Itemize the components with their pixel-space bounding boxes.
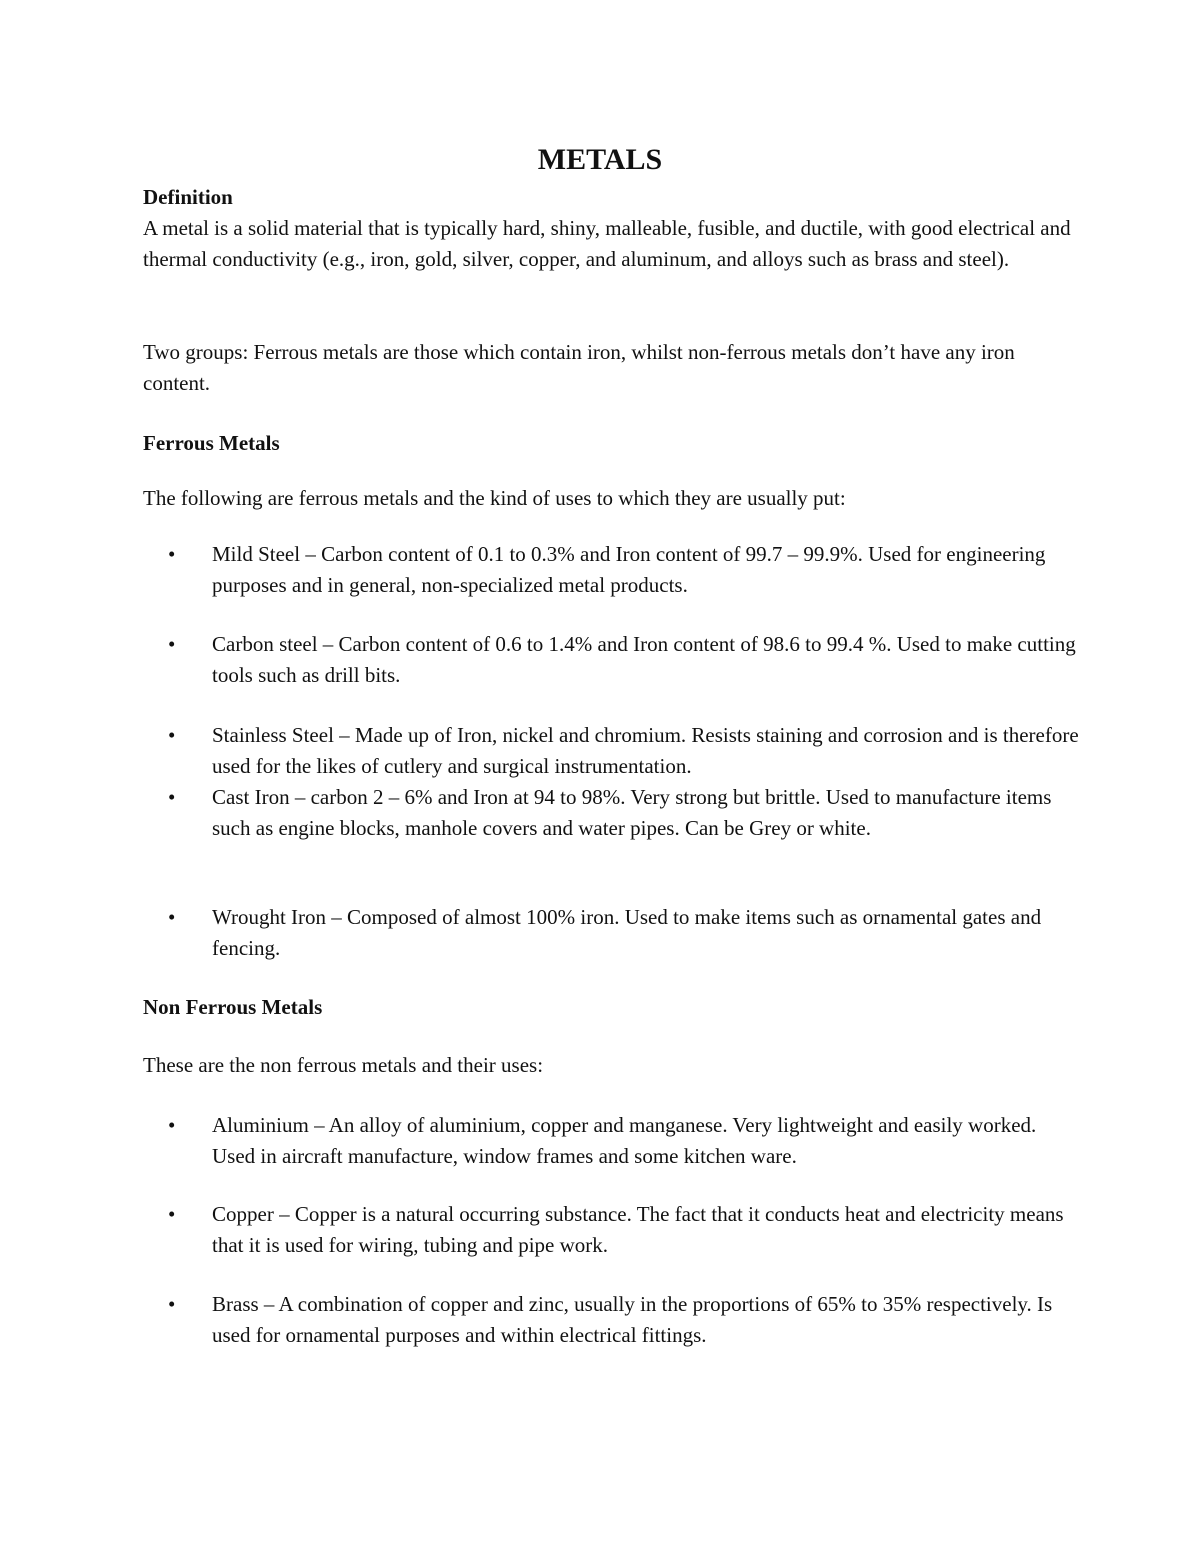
list-bullet: • (168, 1292, 176, 1316)
two-groups-paragraph: Two groups: Ferrous metals are those which contain iron, whilst non-ferrous metals don’t have any iron content. (143, 340, 1015, 395)
list-item-aluminium: Aluminium – An alloy of aluminium, copper and manganese. Very lightweight and easily worked. Used in aircraft manufacture, window frames and some kitchen ware. (212, 1113, 1037, 1168)
list-item-brass: Brass – A combination of copper and zinc, usually in the proportions of 65% to 35% respectively. Is used for ornamental purposes and within electrical fittings. (212, 1292, 1053, 1347)
list-item-carbon-steel: Carbon steel – Carbon content of 0.6 to 1.4% and Iron content of 98.6 to 99.4 %. Used to make cutting tools such as drill bits. (212, 632, 1076, 687)
list-bullet: • (168, 723, 176, 747)
non-ferrous-intro: These are the non ferrous metals and their uses: (143, 1053, 544, 1077)
definition-heading: Definition (143, 185, 233, 209)
list-bullet: • (168, 632, 176, 656)
list-bullet: • (168, 542, 176, 566)
ferrous-heading: Ferrous Metals (143, 431, 280, 455)
list-item-stainless-steel: Stainless Steel – Made up of Iron, nickel and chromium. Resists staining and corrosion and is therefore used for the likes of cutlery and surgical instrumentation. (212, 723, 1079, 778)
list-bullet: • (168, 1113, 176, 1137)
list-bullet: • (168, 905, 176, 929)
list-item-wrought-iron: Wrought Iron – Composed of almost 100% iron. Used to make items such as ornamental gates and fencing. (212, 905, 1042, 960)
list-bullet: • (168, 1202, 176, 1226)
ferrous-intro: The following are ferrous metals and the kind of uses to which they are usually put: (143, 486, 846, 510)
list-bullet: • (168, 785, 176, 809)
list-item-cast-iron: Cast Iron – carbon 2 – 6% and Iron at 94 to 98%. Very strong but brittle. Used to manufacture items such as engine blocks, manhole covers and water pipes. Can be Grey or white. (212, 785, 1052, 840)
list-item-mild-steel: Mild Steel – Carbon content of 0.1 to 0.3% and Iron content of 99.7 – 99.9%. Used for engineering purposes and in general, non-specialized metal products. (212, 542, 1046, 597)
page-title: METALS (537, 143, 663, 176)
list-item-copper: Copper – Copper is a natural occurring substance. The fact that it conducts heat and electricity means that it is used for wiring, tubing and pipe work. (212, 1202, 1064, 1257)
definition-paragraph: A metal is a solid material that is typically hard, shiny, malleable, fusible, and ductile, with good electrical and thermal conductivity (e.g., iron, gold, silver, copper, and aluminum, and alloys such as brass and steel). (143, 216, 1071, 271)
non-ferrous-heading: Non Ferrous Metals (143, 995, 323, 1019)
